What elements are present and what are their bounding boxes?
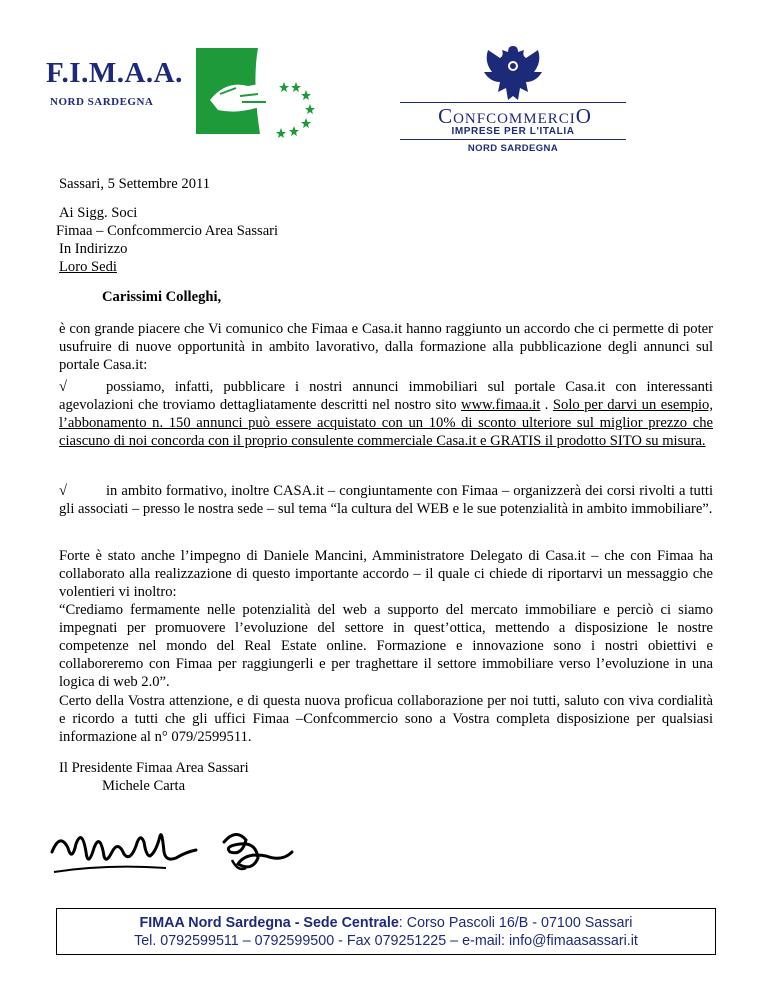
- website-link[interactable]: www.fimaa.it: [461, 397, 541, 413]
- fimaa-handshake-logo: [196, 42, 326, 138]
- bullet-text: possiamo, infatti, pubblicare i nostri annunci immobiliari sul portale Casa.it con interessanti agevolazioni che troviamo dettagliatamente descritti nel nostro sito: [59, 379, 713, 413]
- salutation: Carissimi Colleghi,: [102, 289, 222, 305]
- offer-text: Solo per darvi un esempio, l’abbonamento n. 150 annunci può essere acquistato con un 10% di sconto ulteriore sul miglior prezzo che ciascuno di noi concorda con il proprio consulente commerciale Casa.it e GRATIS il prodotto SITO su misura.: [59, 397, 714, 449]
- confc-rule-top: [400, 102, 626, 103]
- check-icon: √: [59, 483, 68, 499]
- check-icon: √: [59, 379, 68, 395]
- address-line: Loro Sedi: [59, 259, 117, 275]
- eu-stars-icon: [276, 82, 315, 138]
- confc-rule-bottom: [400, 139, 626, 140]
- address-line: Ai Sigg. Soci: [59, 205, 138, 221]
- footer-org-name: FIMAA Nord Sardegna - Sede Centrale: [139, 915, 399, 931]
- paragraph-quote: [59, 547, 713, 691]
- footer-line-1: [57, 914, 715, 932]
- letter-date: Sassari, 5 Settembre 2011: [59, 176, 211, 192]
- confcommercio-region: NORD SARDEGNA: [467, 143, 559, 154]
- fimaa-subtitle: NORD SARDEGNA: [50, 96, 154, 108]
- address-line: Fimaa – Confcommercio Area Sassari: [56, 223, 279, 239]
- eagle-emblem-icon: [480, 42, 546, 106]
- confcommercio-logo: [400, 42, 630, 160]
- fimaa-title: F.I.M.A.A.: [46, 57, 183, 89]
- recipient-address: [56, 204, 279, 276]
- separator: .: [540, 397, 553, 413]
- signoff-name: Michele Carta: [102, 778, 186, 794]
- handwritten-signature: [46, 822, 306, 880]
- confcommercio-name: ConfcommerciO: [438, 104, 592, 128]
- footer-contact-box: [56, 908, 716, 955]
- paragraph-bullet-portal: [59, 378, 713, 450]
- paragraph-bullet-training: [59, 482, 713, 518]
- address-line: In Indirizzo: [59, 241, 128, 257]
- quote-text: “Crediamo fermamente nelle potenzialità del web a supporto del mercato immobiliare e perciò ci siamo impegnati per promuovere l’evoluzione del settore in quest’ottica, mettendo a disposizione le nostre competenze nel mondo del Real Estate online. Formazione e innovazione sono i nostri obiettivi e collaboreremo con Fimaa per raggiungerli e per traghettare il settore immobiliare verso l’evoluzione in una logica di web 2.0”.: [59, 602, 713, 690]
- paragraph-closing: Certo della Vostra attenzione, e di questa nuova proficua collaborazione per noi tutti, saluto con viva cordialità e ricordo a tutti che gli uffici Fimaa –Confcommercio sono a Vostra completa disposizione per qualsiasi informazione al n° 079/2599511.: [59, 693, 713, 745]
- footer-address: : Corso Pascoli 16/B - 07100 Sassari: [398, 915, 633, 931]
- paragraph-intro: è con grande piacere che Vi comunico che Fimaa e Casa.it hanno raggiunto un accordo che ci permette di poter usufruire di nuove opportunità in ambito lavorativo, dalla formazione alla pubblicazione degli annunci sul portale Casa.it:: [59, 321, 713, 373]
- quote-intro: Forte è stato anche l’impegno di Daniele Mancini, Amministratore Delegato di Casa.it – che con Fimaa ha collaborato alla realizzazione di questo importante accordo – il quale ci chiede di riportarvi un messaggio che volentieri vi inoltro:: [59, 548, 713, 600]
- footer-line-2: Tel. 0792599511 – 0792599500 - Fax 079251225 – e-mail: info@fimaasassari.it: [134, 933, 638, 949]
- bullet-text: in ambito formativo, inoltre CASA.it – congiuntamente con Fimaa – organizzerà dei corsi rivolti a tutti gli associati – presso le nostra sede – sul tema “la cultura del WEB e le sue potenzialità in ambito immobiliare”.: [59, 483, 713, 517]
- signoff-role: Il Presidente Fimaa Area Sassari: [59, 760, 249, 776]
- confcommercio-tagline: IMPRESE PER L'ITALIA: [451, 126, 575, 137]
